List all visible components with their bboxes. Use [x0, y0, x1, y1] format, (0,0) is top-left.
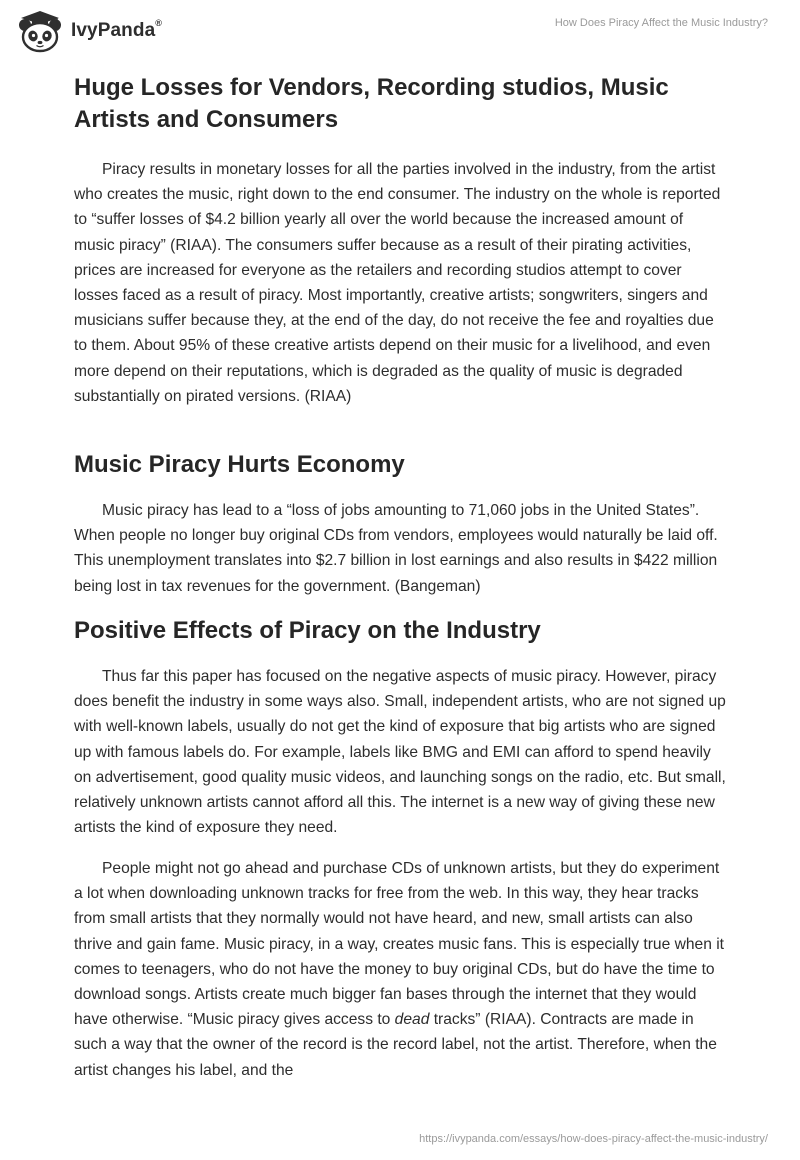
- emphasis-dead: dead: [394, 1011, 430, 1029]
- paragraph-text-part: tracks” (RIAA). Contracts are made in such a way that the owner of the record is the record label, not the artist. Therefore, when the artist changes his label, and the: [74, 1011, 717, 1079]
- document-title: How Does Piracy Affect the Music Industry?: [554, 17, 768, 29]
- paragraph-economy: Music piracy has lead to a “loss of jobs amounting to 71,060 jobs in the United States”. When people no longer buy original CDs from vendors, employees would naturally be laid off. This unemployment translates into $2.7 billion in lost earnings and also results in $422 million being lost in tax revenues for the government. (Bangeman): [74, 502, 718, 595]
- section-heading-losses: Huge Losses for Vendors, Recording studios, Music Artists and Consumers: [74, 74, 669, 133]
- paragraph-positive-effects-2: [74, 856, 726, 1083]
- logo[interactable]: [15, 8, 162, 54]
- paragraph-positive-effects-1: Thus far this paper has focused on the negative aspects of music piracy. However, piracy does benefit the industry in some ways also. Small, independent artists, who are not signed up with well-known labels, usually do not get the kind of exposure that big artists who are signed up with famous labels do. For example, labels like BMG and EMI can afford to spend heavily on advertisement, good quality music videos, and launching songs on the radio, etc. But small, relatively unknown artists cannot afford all this. The internet is a new way of giving these new artists the kind of exposure they need.: [74, 668, 726, 837]
- paragraph-losses: Piracy results in monetary losses for all the parties involved in the industry, from the artist who creates the music, right down to the end consumer. The industry on the whole is reported to “suffer losses of $4.2 billion yearly all over the world because the increased amount of music piracy” (RIAA). The consumers suffer because as a result of their pirating activities, prices are increased for everyone as the retailers and recording studios attempt to cover losses faced as a result of piracy. Most importantly, creative artists; songwriters, singers and musicians suffer because they, at the end of the day, do not receive the fee and royalties due to them. About 95% of these creative artists depend on their music for a livelihood, and even more depend on their reputations, which is degraded as the quality of music is degraded substantially on pirated versions. (RIAA): [74, 161, 721, 405]
- brand-name: IvyPanda®: [71, 17, 162, 41]
- registered-mark: ®: [155, 17, 162, 28]
- source-url[interactable]: https://ivypanda.com/essays/how-does-piracy-affect-the-music-industry/: [419, 1133, 768, 1145]
- section-heading-economy: Music Piracy Hurts Economy: [74, 451, 405, 478]
- page-header: [0, 0, 800, 70]
- panda-graduate-icon: [15, 8, 65, 54]
- section-heading-positive-effects: Positive Effects of Piracy on the Industry: [74, 617, 541, 644]
- paragraph-text-part: People might not go ahead and purchase CDs of unknown artists, but they do experiment a lot when downloading unknown tracks for free from the web. In this way, they hear tracks from small artists that they normally would not have heard, and new, small artists can also thrive and gain fame. Music piracy, in a way, creates music fans. This is especially true when it comes to teenagers, who do not have the money to buy original CDs, but do have the time to download songs. Artists create much bigger fan bases through the internet that they would have otherwise. “Music piracy gives access to: [74, 860, 725, 1029]
